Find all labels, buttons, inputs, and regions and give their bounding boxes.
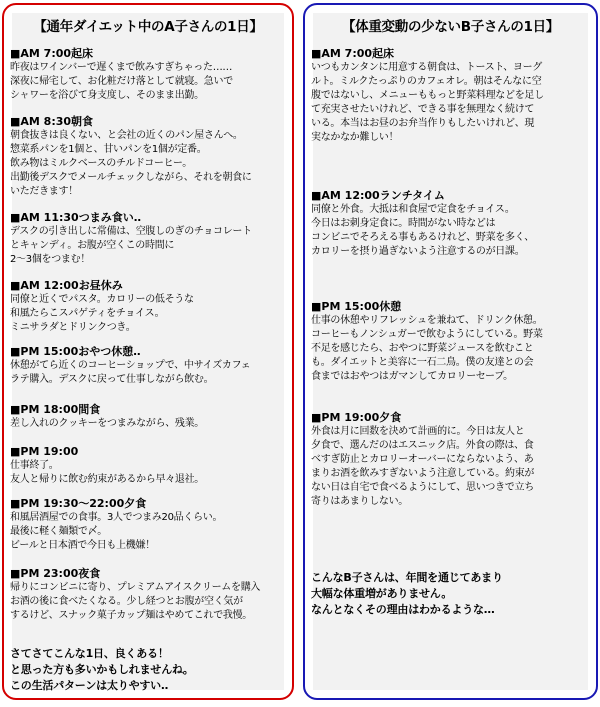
right-closing-text: こんなB子さんは、年間を通じてあまり 大幅な体重増がありません。 なんとなくその理由はわかるような…	[311, 571, 503, 616]
left-section-work-end	[10, 445, 288, 487]
section-time: ■PM 18:00間食	[10, 403, 101, 416]
left-section-dinner	[10, 497, 288, 553]
section-time: ■PM 23:00夜食	[10, 567, 101, 580]
section-text: 外食は月に回数を決めて計画的に。今日は友人と 夕食で、選んだのはエスニック店。外食の際は、食 べすぎ防止とカロリーオーバーにならないよう、あ まりお酒を飲みすぎないよう注意している。約束が ない日は自宅で食べるようにして、思いつきで立ち 寄りはあまりしない。	[311, 426, 535, 507]
right-section-lunch	[311, 189, 592, 259]
section-text: デスクの引き出しに常備は、空腹しのぎのチョコレート とキャンディ。お腹が空くこの時間に 2～3個をつまむ！	[10, 226, 252, 265]
right-panel-title: 【体重変動の少ないB子さんの1日】	[341, 19, 560, 35]
section-time: ■AM 12:00ランチタイム	[311, 189, 445, 202]
left-section-wake	[10, 47, 288, 103]
section-text: 同僚と外食。大抵は和食屋で定食をチョイス。 今日はお刺身定食に。時間がない時などは コンビニでそろえる事もあるけれど、野菜を多く、 カロリーを摂り過ぎないよう注意するのが日課。	[311, 204, 534, 257]
section-text: 仕事終了。 友人と帰りに飲む約束があるから早々退社。	[10, 460, 204, 485]
section-text: 休憩がてら近くのコーヒーショップで、中サイズカフェ ラテ購入。デスクに戻って仕事しながら飲む。	[10, 360, 251, 385]
section-time: ■PM 19:00	[10, 445, 79, 458]
section-text: 仕事の休憩やリフレッシュを兼ねて、ドリンク休憩。 コーヒーもノンシュガーで飲むようにしている。野菜 不足を感じたら、おやつに野菜ジュースを飲むこと も。ダイエットと美容に一石二鳥。僕の友達との会 食まではおやつはガマンしてカロリーセーブ。	[311, 315, 543, 382]
right-section-break	[311, 300, 592, 384]
section-time: ■AM 12:00お昼休み	[10, 279, 123, 292]
section-text: 帰りにコンビニに寄り、プレミアムアイスクリームを購入 お酒の後に食べたくなる。少し経つとお腹が空く気が するけど、スナック菓子カップ麺はやめてこれで我慢。	[10, 582, 261, 621]
left-panel-title: 【通年ダイエット中のA子さんの1日】	[33, 19, 263, 35]
section-text: いつもカンタンに用意する朝食は、トースト、ヨーグ ルト。ミルクたっぷりのカフェオレ。朝はそんなに空 腹ではないし、メニューももっと野菜料理などを足し て充実させたいけれど、できる事を無理なく続けて いる。本当はお昼のお弁当作りもしたいけれど、現 実なかなか難しい！	[311, 62, 544, 143]
left-panel	[2, 3, 294, 700]
section-time: ■AM 7:00起床	[10, 47, 94, 60]
section-text: 同僚と近くでパスタ。カロリーの低そうな 和風たらこスパゲティをチョイス。 ミニサラダとドリンクつき。	[10, 294, 194, 333]
section-time: ■PM 19:00夕食	[311, 411, 402, 424]
section-time: ■PM 15:00休憩	[311, 300, 402, 313]
section-time: ■AM 11:30つまみ食い‥	[10, 211, 142, 224]
section-time: ■AM 7:00起床	[311, 47, 395, 60]
left-section-afternoon-break	[10, 345, 288, 387]
left-section-snack-1130	[10, 211, 288, 267]
section-text: 差し入れのクッキーをつまみながら、残業。	[10, 418, 204, 429]
right-panel	[303, 3, 598, 700]
left-section-lunch	[10, 279, 288, 335]
left-section-late-snack	[10, 567, 288, 623]
section-text: 朝食抜きは良くない、と会社の近くのパン屋さんへ。 惣菜系パンを1個と、甘いパンを1個が定番。 飲み物はミルクベースのチルドコーヒー。 出勤後デスクでメールチェックしながら、それを朝食に いただきます！	[10, 130, 252, 197]
section-text: 昨夜はワインバーで遅くまで飲みすぎちゃった…… 深夜に帰宅して、お化粧だけ落として就寝。急いで シャワーを浴びて身支度し、そのまま出勤。	[10, 62, 233, 101]
left-closing-text: さてさてこんな1日、良くある！ と思った方も多いかもしれませんね。 この生活パターンは太りやすい‥	[10, 647, 194, 692]
left-section-breakfast	[10, 115, 288, 199]
section-time: ■AM 8:30朝食	[10, 115, 94, 128]
right-section-dinner	[311, 411, 592, 509]
section-time: ■PM 15:00おやつ休憩‥	[10, 345, 141, 358]
section-time: ■PM 19:30～22:00夕食	[10, 497, 147, 510]
section-text: 和風居酒屋での食事。3人でつまみ20品くらい。 最後に軽く麺類で〆。 ビールと日本酒で今日も上機嫌！	[10, 512, 223, 551]
right-section-wake	[311, 47, 592, 145]
left-section-light-meal	[10, 403, 288, 431]
